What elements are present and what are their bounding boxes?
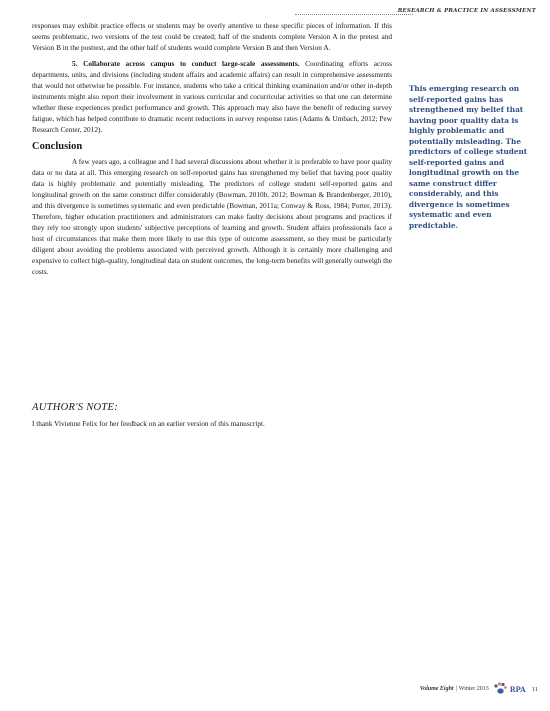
footer-separator: |: [455, 686, 457, 692]
author-note-heading: AUTHOR'S NOTE:: [32, 402, 119, 413]
issue-label: Winter 2013: [458, 686, 489, 692]
rpa-logo: [493, 682, 526, 696]
conclusion-heading: Conclusion: [32, 141, 83, 152]
paragraph-recommendation-5: [32, 58, 392, 135]
recommendation-body: Coordinating efforts across departments, units, and divisions (including student affairs and academic affairs) can result in comprehensive assessments that would not otherwise be possible. For instance, students who take a critical thinking examination and/or other in-depth instruments might also report their involvement in various curricular and cocurricular activities so that one can determine whether these experiences predict performance and growth. This approach may also have the benefit of reducing survey fatigue, which has helped contribute to dramatic recent reductions in survey response rates (Adams & Umbach, 2012; Pew Research Center, 2012).: [32, 59, 392, 134]
page-footer: [420, 681, 538, 697]
page-number: 11: [531, 685, 538, 693]
pull-quote: This emerging research on self-reported gains has strengthened my belief that having poor quality data is highly problematic and potentially misleading. The predictors of college student self-reported gains and longitudinal growth on the same construct differ considerably, and this divergence is sometimes systematic and even predictable.: [409, 84, 528, 230]
paragraph-continuation: responses may exhibit practice effects or students may be overly attentive to these specific pieces of information. If this seems problematic, two versions of the test could be created; half of the students complete Version A in the pretest and Version B in the posttest, and the other half of students would complete Version B and then Version A.: [32, 21, 392, 52]
header-divider: [295, 14, 413, 15]
main-column: [32, 20, 392, 282]
recommendation-lead: 5. Collaborate across campus to conduct large-scale assessments.: [72, 59, 300, 68]
paw-print-icon: [493, 682, 509, 696]
volume-label: Volume Eight: [419, 686, 454, 692]
conclusion-paragraph: A few years ago, a colleague and I had several discussions about whether it is preferable to have poor quality data or no data at all. This emerging research on self-reported gains has strengthened my belief that having poor quality data is highly problematic and potentially misleading. The predictors of college student self-reported gains and longitudinal growth on the same construct differ considerably (Bowman, 2010b, 2012; Bowman & Brandenberger, 2010), and this divergence is sometimes systematic and even predictable (Bowman, 2011a; Conway & Ross, 1984; Porter, 2013). Therefore, higher education practitioners and administrators can make faulty decisions about programs and practices if they rely too strongly upon students' subjective perceptions of learning and growth. Student affairs professionals face a host of circumstances that make them more likely to use this type of outcome assessment, so they must be particularly diligent about avoiding the problems associated with perceived growth. Although it is certainly more challenging and expensive to collect high-quality, longitudinal data on student outcomes, the long-term benefits will generally outweigh the costs.: [32, 157, 392, 276]
author-note-text: I thank Vivienne Felix for her feedback on an earlier version of this manuscript.: [32, 419, 265, 428]
author-note-section: [32, 402, 402, 428]
logo-text: RPA: [509, 684, 526, 694]
running-header: RESEARCH & PRACTICE IN ASSESSMENT: [397, 8, 536, 14]
